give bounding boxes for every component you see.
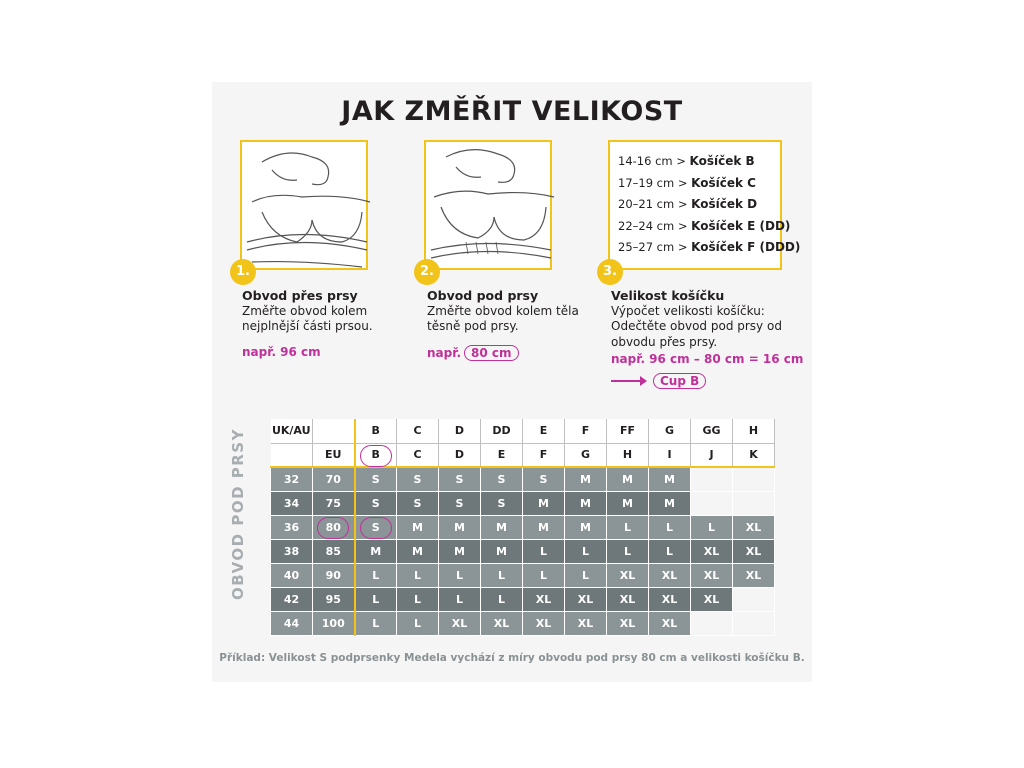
cup-range: 25–27 cm > bbox=[618, 240, 688, 254]
table-row bbox=[271, 563, 775, 587]
size-cell: XL bbox=[607, 587, 649, 611]
size-cell: M bbox=[565, 515, 607, 539]
size-cell: XL bbox=[565, 587, 607, 611]
cup-range: 20–21 cm > bbox=[618, 197, 688, 211]
eu-cup-header: H bbox=[607, 443, 649, 467]
size-cell bbox=[691, 491, 733, 515]
size-cell: M bbox=[439, 515, 481, 539]
size-cell: L bbox=[355, 563, 397, 587]
size-cell: L bbox=[565, 539, 607, 563]
size-cell: L bbox=[439, 563, 481, 587]
size-cell: M bbox=[439, 539, 481, 563]
uk-cup-header: G bbox=[649, 419, 691, 443]
measure-underbust-illustration bbox=[426, 142, 554, 272]
table-row bbox=[271, 611, 775, 635]
eu-cup-header: K bbox=[733, 443, 775, 467]
step-3-text bbox=[611, 288, 801, 350]
size-cell: XL bbox=[691, 539, 733, 563]
size-cell bbox=[733, 587, 775, 611]
size-cell: S bbox=[481, 491, 523, 515]
step-description: Výpočet velikosti košíčku: Odečtěte obvod pod prsy od obvodu přes prsy. bbox=[611, 303, 782, 349]
step-description: Změřte obvod kolem nejplnější části prsou. bbox=[242, 303, 373, 333]
step-description: Změřte obvod kolem těla těsně pod prsy. bbox=[427, 303, 579, 333]
step-heading: Obvod přes prsy bbox=[242, 288, 358, 303]
size-cell: L bbox=[481, 563, 523, 587]
uk-cup-header: C bbox=[397, 419, 439, 443]
table-row bbox=[271, 539, 775, 563]
example-prefix: např. bbox=[427, 346, 461, 360]
size-cell: M bbox=[523, 515, 565, 539]
size-cell: S bbox=[481, 467, 523, 491]
eu-band-size: 75 bbox=[313, 491, 355, 515]
eu-band-size: 80 bbox=[313, 515, 355, 539]
size-cell: L bbox=[607, 539, 649, 563]
size-cell: XL bbox=[691, 587, 733, 611]
size-cell: S bbox=[355, 467, 397, 491]
cup-size-chart bbox=[608, 140, 801, 270]
size-cell: L bbox=[355, 611, 397, 635]
size-cell: L bbox=[397, 611, 439, 635]
eu-band-size: 70 bbox=[313, 467, 355, 491]
size-cell: M bbox=[649, 491, 691, 515]
header-blank bbox=[313, 419, 355, 443]
cup-label: Košíček E (DD) bbox=[691, 218, 791, 233]
uk-cup-header: H bbox=[733, 419, 775, 443]
size-cell: L bbox=[355, 587, 397, 611]
highlight-ring bbox=[317, 517, 349, 539]
size-table bbox=[270, 419, 775, 636]
step-2-text bbox=[427, 288, 597, 335]
highlight-ring bbox=[360, 517, 392, 539]
size-cell: S bbox=[355, 491, 397, 515]
cup-list bbox=[618, 154, 800, 262]
uk-band-size: 40 bbox=[271, 563, 313, 587]
size-cell: L bbox=[439, 587, 481, 611]
size-cell: XL bbox=[481, 611, 523, 635]
header-uk-label: UK/AU bbox=[271, 419, 313, 443]
cup-range: 22–24 cm > bbox=[618, 218, 688, 233]
size-cell: L bbox=[649, 539, 691, 563]
eu-cup-header: E bbox=[481, 443, 523, 467]
size-cell: XL bbox=[649, 587, 691, 611]
eu-band-size: 100 bbox=[313, 611, 355, 635]
size-cell: XL bbox=[607, 563, 649, 587]
size-cell: M bbox=[607, 491, 649, 515]
eu-cup-header: F bbox=[523, 443, 565, 467]
size-cell: XL bbox=[523, 611, 565, 635]
cup-label: Košíček F (DDD) bbox=[691, 240, 801, 254]
size-cell bbox=[733, 611, 775, 635]
step-number-badge: 2. bbox=[414, 259, 440, 285]
footnote: Příklad: Velikost S podprsenky Medela vychází z míry obvodu pod prsy 80 cm a velikosti košíčku B. bbox=[219, 652, 805, 664]
size-cell: M bbox=[397, 515, 439, 539]
cup-label: Košíček D bbox=[691, 197, 758, 211]
uk-cup-header: FF bbox=[607, 419, 649, 443]
cup-range: 14-16 cm > bbox=[618, 154, 686, 168]
size-cell: M bbox=[565, 491, 607, 515]
size-cell: S bbox=[397, 467, 439, 491]
eu-cup-header: I bbox=[649, 443, 691, 467]
step-1-text bbox=[242, 288, 402, 335]
cup-list-item bbox=[618, 219, 800, 241]
size-cell: L bbox=[523, 563, 565, 587]
eu-cup-header: B bbox=[355, 443, 397, 467]
header-blank bbox=[271, 443, 313, 467]
cup-list-item bbox=[618, 197, 800, 219]
highlight-ring bbox=[360, 445, 392, 467]
cup-range: 17–19 cm > bbox=[618, 175, 688, 190]
page-title: JAK ZMĚŘIT VELIKOST bbox=[341, 96, 683, 127]
step-3-result bbox=[611, 373, 706, 389]
uk-cup-header: DD bbox=[481, 419, 523, 443]
size-cell: M bbox=[481, 515, 523, 539]
step-2-example bbox=[427, 345, 519, 361]
size-cell: L bbox=[691, 515, 733, 539]
size-cell: S bbox=[397, 491, 439, 515]
size-cell: L bbox=[397, 587, 439, 611]
step-heading: Velikost košíčku bbox=[611, 288, 725, 303]
uk-band-size: 34 bbox=[271, 491, 313, 515]
arrow-right-icon bbox=[611, 380, 641, 382]
table-row bbox=[271, 467, 775, 491]
uk-cup-header: F bbox=[565, 419, 607, 443]
table-header-eu bbox=[271, 443, 775, 467]
uk-band-size: 32 bbox=[271, 467, 313, 491]
step-number-badge: 1. bbox=[230, 259, 256, 285]
uk-band-size: 36 bbox=[271, 515, 313, 539]
step-1-illustration bbox=[240, 140, 368, 270]
size-cell: L bbox=[607, 515, 649, 539]
size-cell: S bbox=[355, 515, 397, 539]
uk-cup-header: GG bbox=[691, 419, 733, 443]
eu-cup-header: C bbox=[397, 443, 439, 467]
size-cell: S bbox=[523, 467, 565, 491]
size-cell: XL bbox=[733, 539, 775, 563]
uk-cup-header: E bbox=[523, 419, 565, 443]
eu-cup-header: J bbox=[691, 443, 733, 467]
uk-band-size: 42 bbox=[271, 587, 313, 611]
size-cell: XL bbox=[649, 563, 691, 587]
size-cell: XL bbox=[565, 611, 607, 635]
step-1-example: např. 96 cm bbox=[242, 345, 321, 359]
size-cell: M bbox=[565, 467, 607, 491]
size-cell: S bbox=[439, 491, 481, 515]
uk-band-size: 44 bbox=[271, 611, 313, 635]
eu-band-size: 90 bbox=[313, 563, 355, 587]
cup-list-item bbox=[618, 154, 800, 176]
step-2-illustration bbox=[424, 140, 552, 270]
example-value-highlight: 80 cm bbox=[464, 345, 519, 361]
uk-cup-header: B bbox=[355, 419, 397, 443]
size-cell bbox=[733, 491, 775, 515]
eu-cup-header: D bbox=[439, 443, 481, 467]
measure-bust-illustration bbox=[242, 142, 370, 272]
cup-label: Košíček C bbox=[691, 175, 756, 190]
result-highlight: Cup B bbox=[653, 373, 706, 389]
size-cell: L bbox=[481, 587, 523, 611]
size-cell: M bbox=[523, 491, 565, 515]
size-cell: XL bbox=[733, 563, 775, 587]
cup-list-item bbox=[618, 240, 800, 262]
cup-list-item bbox=[618, 176, 800, 198]
step-number-badge: 3. bbox=[597, 259, 623, 285]
size-cell bbox=[691, 467, 733, 491]
size-cell: XL bbox=[523, 587, 565, 611]
size-cell: L bbox=[523, 539, 565, 563]
size-cell: XL bbox=[733, 515, 775, 539]
size-cell: M bbox=[481, 539, 523, 563]
uk-band-size: 38 bbox=[271, 539, 313, 563]
uk-cup-header: D bbox=[439, 419, 481, 443]
header-eu-label: EU bbox=[313, 443, 355, 467]
size-cell bbox=[691, 611, 733, 635]
eu-band-size: 85 bbox=[313, 539, 355, 563]
size-cell: L bbox=[565, 563, 607, 587]
table-row bbox=[271, 491, 775, 515]
size-cell: S bbox=[439, 467, 481, 491]
step-heading: Obvod pod prsy bbox=[427, 288, 539, 303]
table-header-uk bbox=[271, 419, 775, 443]
size-cell: XL bbox=[439, 611, 481, 635]
step-3-example: např. 96 cm – 80 cm = 16 cm bbox=[611, 352, 804, 366]
size-cell: XL bbox=[649, 611, 691, 635]
cup-label: Košíček B bbox=[689, 154, 755, 168]
table-row bbox=[271, 515, 775, 539]
size-cell: XL bbox=[607, 611, 649, 635]
size-cell: XL bbox=[691, 563, 733, 587]
size-cell: M bbox=[397, 539, 439, 563]
size-cell: L bbox=[397, 563, 439, 587]
underbust-axis-label: OBVOD POD PRSY bbox=[229, 428, 247, 600]
size-cell: M bbox=[649, 467, 691, 491]
size-cell: L bbox=[649, 515, 691, 539]
eu-band-size: 95 bbox=[313, 587, 355, 611]
size-cell: M bbox=[355, 539, 397, 563]
eu-cup-header: G bbox=[565, 443, 607, 467]
size-cell bbox=[733, 467, 775, 491]
size-cell: M bbox=[607, 467, 649, 491]
table-row bbox=[271, 587, 775, 611]
